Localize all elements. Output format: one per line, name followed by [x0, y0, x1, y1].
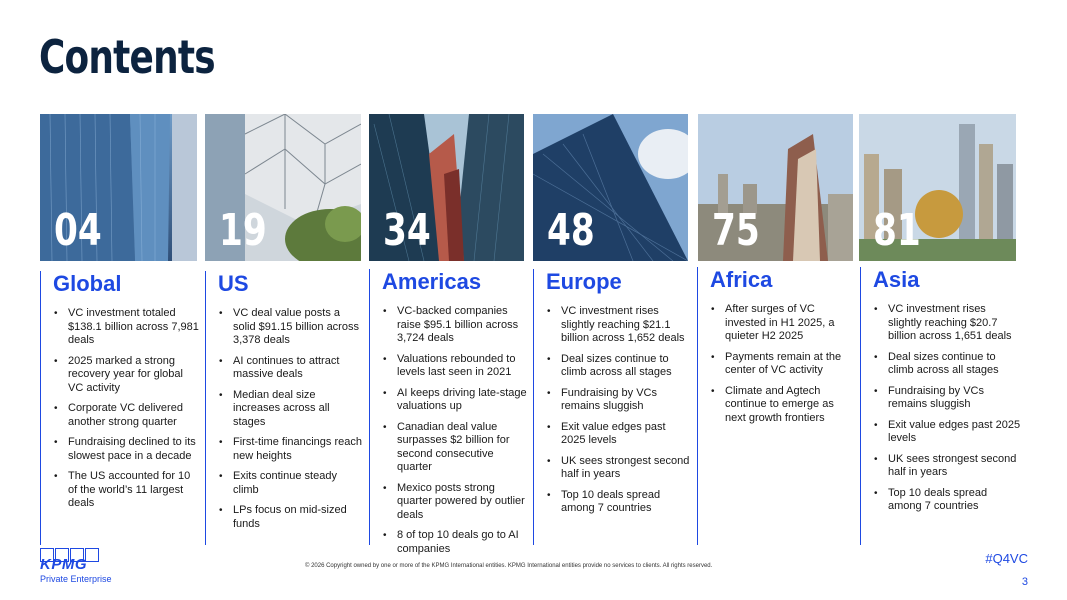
bullet-list — [370, 305, 528, 556]
slide-number: 3 — [1021, 576, 1028, 588]
page-number: 19 — [219, 205, 267, 256]
list-item: • VC deal value posts a solid $91.15 billion across 3,378 deals — [233, 307, 364, 348]
bullet-list — [534, 305, 692, 516]
section-global — [40, 271, 201, 545]
list-item: • The US accounted for 10 of the world’s 11 largest deals — [68, 470, 201, 511]
list-item: • Climate and Agtech continue to emerge as next growth frontiers — [725, 385, 856, 426]
section-heading[interactable]: Global — [53, 271, 122, 296]
photo-americas[interactable] — [369, 114, 524, 261]
list-item: • VC-backed companies raise $95.1 billion across 3,724 deals — [397, 305, 528, 346]
list-item: • First-time financings reach new heights — [233, 436, 364, 463]
brand-subtitle: Private Enterprise — [40, 574, 112, 584]
list-item: • Fundraising declined to its slowest pace in a decade — [68, 436, 201, 463]
list-item: • Top 10 deals spread among 7 countries — [888, 487, 1021, 514]
copyright-text: © 2026 Copyright owned by one or more of the KPMG International entities. KPMG International entities provide no services to clients. All rights reserved. — [305, 563, 713, 569]
section-heading[interactable]: Americas — [382, 269, 482, 294]
hashtag: #Q4VC — [985, 551, 1028, 566]
list-item: • LPs focus on mid-sized funds — [233, 504, 364, 531]
list-item: • VC investment totaled $138.1 billion across 7,981 deals — [68, 307, 201, 348]
list-item: • Fundraising by VCs remains sluggish — [888, 385, 1021, 412]
section-europe — [533, 269, 692, 545]
page-title: Contents — [39, 30, 215, 84]
page-number: 34 — [383, 205, 431, 256]
list-item: • UK sees strongest second half in years — [888, 453, 1021, 480]
list-item: • AI continues to attract massive deals — [233, 355, 364, 382]
list-item: • Deal sizes continue to climb across all stages — [561, 353, 692, 380]
list-item: • Deal sizes continue to climb across all stages — [888, 351, 1021, 378]
list-item: • 2025 marked a strong recovery year for global VC activity — [68, 355, 201, 396]
list-item: • 8 of top 10 deals go to AI companies — [397, 529, 528, 556]
list-item: • Exit value edges past 2025 levels — [561, 421, 692, 448]
kpmg-logo[interactable] — [40, 548, 120, 584]
section-heading[interactable]: Europe — [546, 269, 622, 294]
list-item: • Exits continue steady climb — [233, 470, 364, 497]
bullet-list — [206, 307, 364, 531]
bullet-list — [41, 307, 201, 511]
section-heading[interactable]: US — [218, 271, 249, 296]
section-heading[interactable]: Africa — [710, 267, 773, 292]
section-africa — [697, 267, 856, 545]
list-item: • Exit value edges past 2025 levels — [888, 419, 1021, 446]
list-item: • VC investment rises slightly reaching $21.1 billion across 1,652 deals — [561, 305, 692, 346]
section-heading[interactable]: Asia — [873, 267, 920, 292]
list-item: • Canadian deal value surpasses $2 billion for second consecutive quarter — [397, 421, 528, 475]
photo-us[interactable] — [205, 114, 361, 261]
list-item: • VC investment rises slightly reaching $20.7 billion across 1,651 deals — [888, 303, 1021, 344]
list-item: • Fundraising by VCs remains sluggish — [561, 387, 692, 414]
list-item: • AI keeps driving late-stage valuations up — [397, 387, 528, 414]
photo-asia[interactable] — [859, 114, 1016, 261]
page-number: 75 — [712, 205, 760, 256]
list-item: • After surges of VC invested in H1 2025, a quieter H2 2025 — [725, 303, 856, 344]
page-number: 04 — [54, 205, 102, 256]
page-number: 81 — [873, 205, 921, 256]
page-number: 48 — [547, 205, 595, 256]
bullet-list — [698, 303, 856, 425]
brand-name: KPMG — [40, 556, 87, 573]
bullet-list — [861, 303, 1021, 514]
section-americas — [369, 269, 528, 555]
list-item: • Top 10 deals spread among 7 countries — [561, 489, 692, 516]
photo-africa[interactable] — [698, 114, 853, 261]
list-item: • Corporate VC delivered another strong quarter — [68, 402, 201, 429]
list-item: • Payments remain at the center of VC activity — [725, 351, 856, 378]
photo-global[interactable] — [40, 114, 197, 261]
section-asia — [860, 267, 1021, 545]
list-item: • Mexico posts strong quarter powered by outlier deals — [397, 482, 528, 523]
list-item: • UK sees strongest second half in years — [561, 455, 692, 482]
section-us — [205, 271, 364, 545]
list-item: • Valuations rebounded to levels last seen in 2021 — [397, 353, 528, 380]
list-item: • Median deal size increases across all stages — [233, 389, 364, 430]
photo-europe[interactable] — [533, 114, 688, 261]
